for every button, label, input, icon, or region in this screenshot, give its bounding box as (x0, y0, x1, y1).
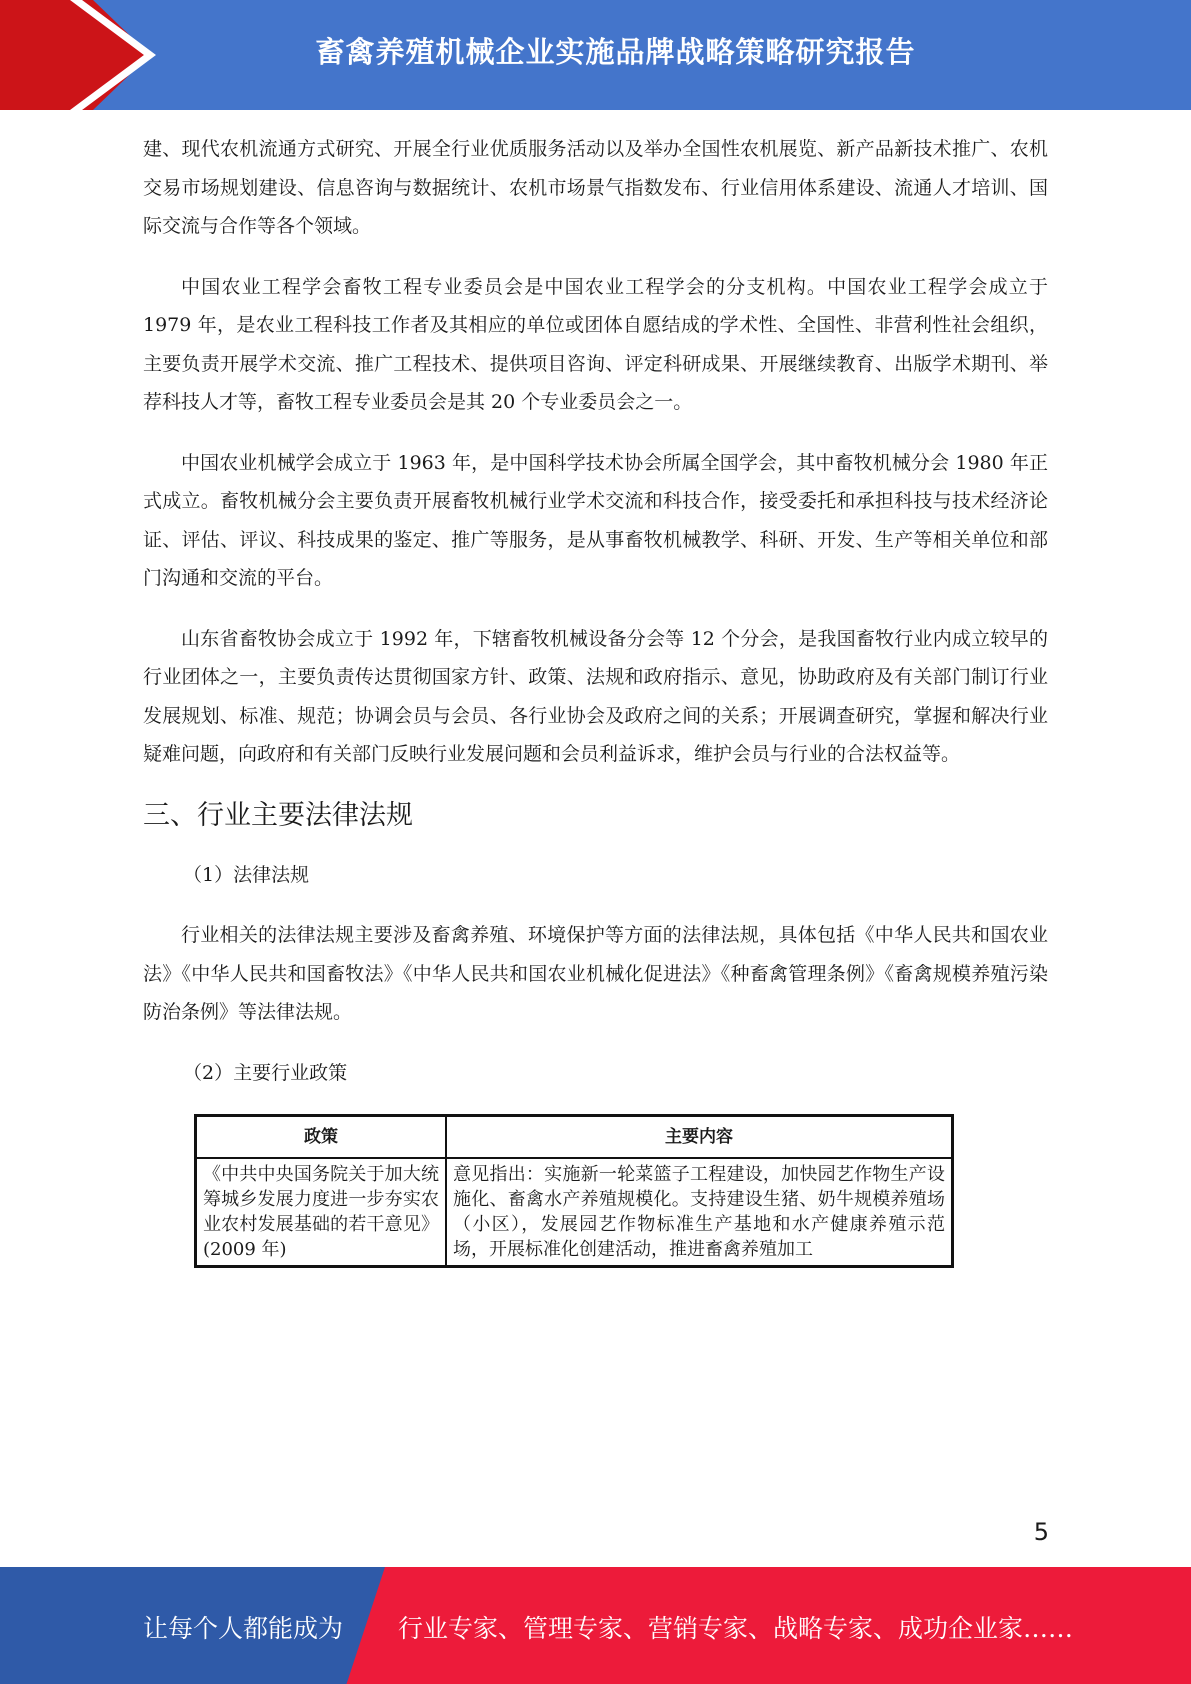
page-content (143, 130, 1048, 1268)
subsection-laws: （1）法律法规 (183, 863, 310, 886)
footer-slogan-right: 行业专家、管理专家、营销专家、战略专家、成功企业家…… (398, 1614, 1074, 1643)
paragraph-laws: 行业相关的法律法规主要涉及畜禽养殖、环境保护等方面的法律法规，具体包括《中华人民共和国农业法》《中华人民共和国畜牧法》《中华人民共和国农业机械化促进法》《种畜禽管理条例》《畜禽规模养殖污染防治条例》等法律法规。 (143, 924, 1048, 1023)
paragraph-shandong-livestock-association: 山东省畜牧协会成立于 1992 年，下辖畜牧机械设备分会等 12 个分会，是我国畜牧行业内成立较早的行业团体之一，主要负责传达贯彻国家方针、政策、法规和政府指示、意见，协助政府及有关部门制订行业发展规划、标准、规范；协调会员与会员、各行业协会及政府之间的关系；开展调查研究，掌握和解决行业疑难问题，向政府和有关部门反映行业发展问题和会员利益诉求，维护会员与行业的合法权益等。 (143, 627, 1048, 765)
table-row (196, 1158, 953, 1267)
table-cell-policy: 《中共中央国务院关于加大统筹城乡发展力度进一步夯实农业农村发展基础的若干意见》(2009 年) (196, 1158, 447, 1267)
paragraph-continuation: 建、现代农机流通方式研究、开展全行业优质服务活动以及举办全国性农机展览、新产品新技术推广、农机交易市场规划建设、信息咨询与数据统计、农机市场景气指数发布、行业信用体系建设、流通人才培训、国际交流与合作等各个领域。 (143, 138, 1048, 237)
paragraph-agricultural-machinery-society: 中国农业机械学会成立于 1963 年，是中国科学技术协会所属全国学会，其中畜牧机械分会 1980 年正式成立。畜牧机械分会主要负责开展畜牧机械行业学术交流和科技合作，接受委托和承担科技与技术经济论证、评估、评议、科技成果的鉴定、推广等服务，是从事畜牧机械教学、科研、开发、生产等相关单位和部门沟通和交流的平台。 (143, 451, 1048, 589)
table-header-row (196, 1116, 953, 1159)
section-heading: 三、行业主要法律法规 (143, 799, 413, 831)
table-header-policy: 政策 (196, 1116, 447, 1159)
header-red-arrow-decoration (0, 0, 150, 110)
footer-slogan-left: 让每个人都能成为 (143, 1614, 344, 1643)
page-footer (0, 1567, 1191, 1684)
page-number: 5 (1033, 1518, 1049, 1546)
page-header (0, 0, 1191, 110)
table-cell-content: 意见指出：实施新一轮菜篮子工程建设，加快园艺作物生产设施化、畜禽水产养殖规模化。支持建设生猪、奶牛规模养殖场（小区），发展园艺作物标准生产基地和水产健康养殖示范场，开展标准化创建活动，推进畜禽养殖加工 (446, 1158, 953, 1267)
policy-table (194, 1114, 954, 1268)
paragraph-agricultural-engineering-society: 中国农业工程学会畜牧工程专业委员会是中国农业工程学会的分支机构。中国农业工程学会成立于 1979 年，是农业工程科技工作者及其相应的单位或团体自愿结成的学术性、全国性、非营利性社会组织，主要负责开展学术交流、推广工程技术、提供项目咨询、评定科研成果、开展继续教育、出版学术期刊、举荐科技人才等，畜牧工程专业委员会是其 20 个专业委员会之一。 (143, 275, 1048, 413)
report-title: 畜禽养殖机械企业实施品牌战略策略研究报告 (315, 35, 916, 69)
subsection-policies: （2）主要行业政策 (183, 1061, 348, 1084)
table-header-content: 主要内容 (446, 1116, 953, 1159)
